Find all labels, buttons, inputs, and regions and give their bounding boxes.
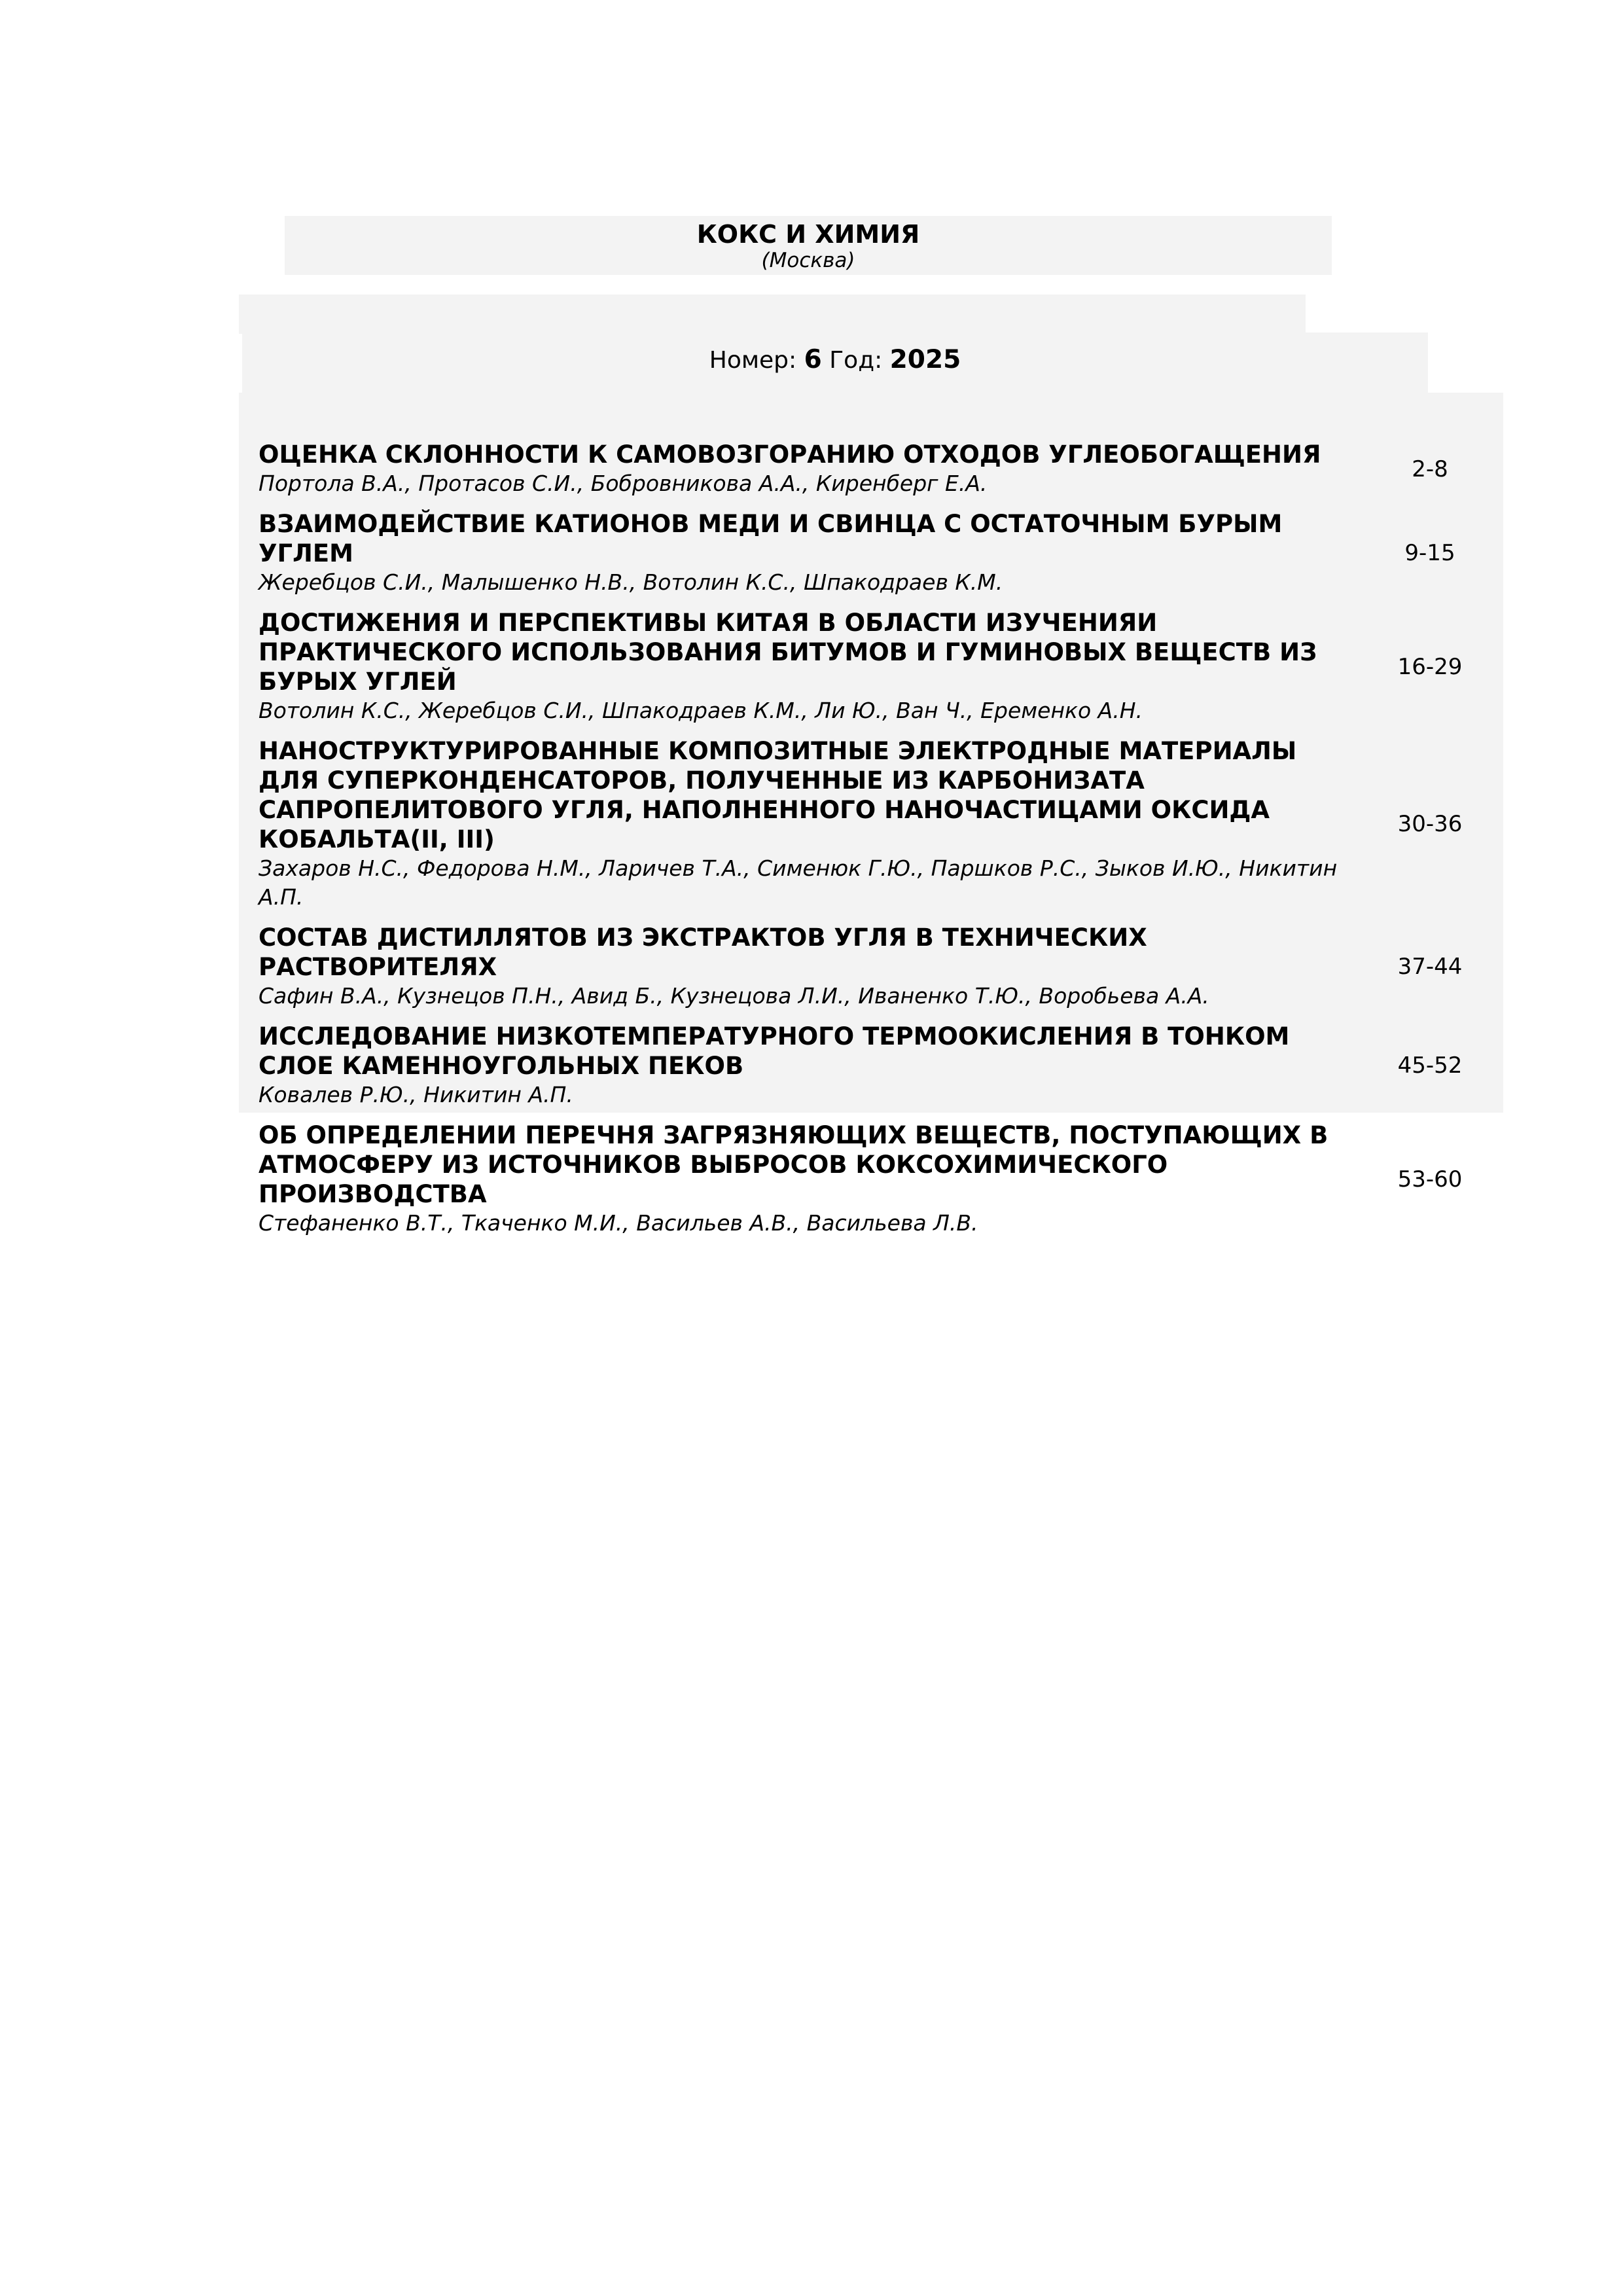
toc-entry-text [259,608,1364,725]
toc-entry [259,923,1495,1011]
article-authors: Стефаненко В.Т., Ткаченко М.И., Васильев А.В., Васильева Л.В. [259,1210,978,1236]
toc-entry-text [259,509,1364,597]
article-title[interactable]: ИССЛЕДОВАНИЕ НИЗКОТЕМПЕРАТУРНОГО ТЕРМООКИСЛЕНИЯ В ТОНКОМ СЛОЕ КАМЕННОУГОЛЬНЫХ ПЕКОВ [259,1022,1290,1080]
toc-entry [259,1022,1495,1109]
article-title[interactable]: ВЗАИМОДЕЙСТВИЕ КАТИОНОВ МЕДИ И СВИНЦА С ОСТАТОЧНЫМ БУРЫМ УГЛЕМ [259,510,1283,567]
table-of-contents [259,440,1495,1249]
issue-year-label: Год: [829,347,883,374]
article-title[interactable]: ДОСТИЖЕНИЯ И ПЕРСПЕКТИВЫ КИТАЯ В ОБЛАСТИ ИЗУЧЕНИЯИ ПРАКТИЧЕСКОГО ИСПОЛЬЗОВАНИЯ БИТУМОВ И ГУМИНОВЫХ ВЕЩЕСТВ ИЗ БУРЫХ УГЛЕЙ [259,609,1317,696]
toc-entry-text [259,440,1364,498]
toc-entry [259,1121,1495,1238]
toc-entry-text [259,1022,1364,1109]
article-pages: 16-29 [1397,653,1463,680]
toc-entry-text [259,736,1364,912]
issue-number: 6 [804,345,822,374]
article-title[interactable]: СОСТАВ ДИСТИЛЛЯТОВ ИЗ ЭКСТРАКТОВ УГЛЯ В ТЕХНИЧЕСКИХ РАСТВОРИТЕЛЯХ [259,924,1147,981]
article-title[interactable]: ОЦЕНКА СКЛОННОСТИ К САМОВОЗГОРАНИЮ ОТХОДОВ УГЛЕОБОГАЩЕНИЯ [259,440,1321,469]
article-authors: Сафин В.А., Кузнецов П.Н., Авид Б., Кузнецова Л.И., Иваненко Т.Ю., Воробьева А.А. [259,983,1209,1009]
issue-info [242,332,1428,380]
journal-header [285,216,1332,275]
toc-entry-text [259,923,1364,1011]
toc-entry-text [259,1121,1364,1238]
article-title[interactable]: НАНОСТРУКТУРИРОВАННЫЕ КОМПОЗИТНЫЕ ЭЛЕКТРОДНЫЕ МАТЕРИАЛЫ ДЛЯ СУПЕРКОНДЕНСАТОРОВ, ПОЛУЧЕННЫЕ ИЗ КАРБОНИЗАТА САПРОПЕЛИТОВОГО УГЛЯ, НАПОЛНЕННОГО НАНОЧАСТИЦАМИ ОКСИДА КОБАЛЬТА(II, III) [259,737,1297,853]
article-pages: 9-15 [1404,540,1455,566]
article-authors: Вотолин К.С., Жеребцов С.И., Шпакодраев К.М., Ли Ю., Ван Ч., Еременко А.Н. [259,698,1143,723]
toc-entry [259,509,1495,597]
article-authors: Ковалев Р.Ю., Никитин А.П. [259,1082,573,1107]
article-authors: Жеребцов С.И., Малышенко Н.В., Вотолин К.С., Шпакодраев К.М. [259,569,1003,595]
toc-entry [259,736,1495,912]
article-pages: 37-44 [1397,954,1463,980]
article-pages: 2-8 [1412,456,1448,482]
background-band [239,295,1306,334]
toc-entry [259,440,1495,498]
article-pages: 45-52 [1397,1052,1463,1079]
article-pages: 30-36 [1397,811,1463,837]
article-authors: Захаров Н.С., Федорова Н.М., Ларичев Т.А., Сименюк Г.Ю., Паршков Р.С., Зыков И.Ю., Никитин А.П. [259,855,1338,910]
journal-city: (Москва) [761,249,855,272]
article-pages: 53-60 [1397,1166,1463,1193]
journal-title: КОКС И ХИМИЯ [696,220,920,249]
article-authors: Портола В.А., Протасов С.И., Бобровникова А.А., Киренберг Е.А. [259,471,988,496]
toc-entry [259,608,1495,725]
issue-year: 2025 [889,345,961,374]
issue-number-label: Номер: [709,347,797,374]
article-title[interactable]: ОБ ОПРЕДЕЛЕНИИ ПЕРЕЧНЯ ЗАГРЯЗНЯЮЩИХ ВЕЩЕСТВ, ПОСТУПАЮЩИХ В АТМОСФЕРУ ИЗ ИСТОЧНИКОВ ВЫБРОСОВ КОКСОХИМИЧЕСКОГО ПРОИЗВОДСТВА [259,1121,1329,1208]
